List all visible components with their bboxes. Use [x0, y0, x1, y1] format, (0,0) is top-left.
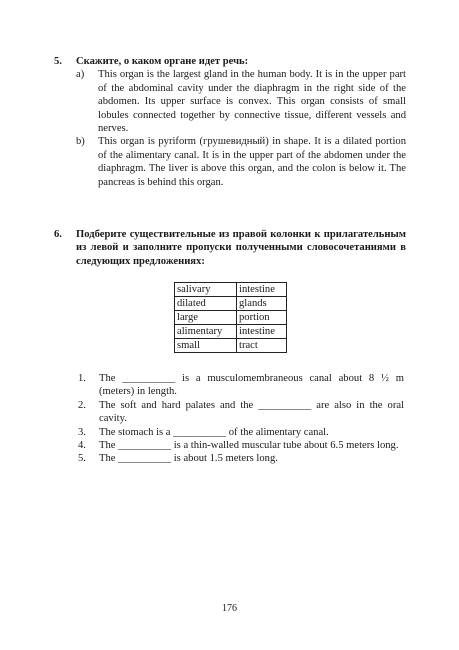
noun-cell: glands	[237, 297, 287, 311]
table-row	[175, 283, 287, 297]
sentence-list	[78, 372, 404, 466]
sentence-text: The stomach is a __________ of the alimentary canal.	[99, 426, 329, 438]
noun-cell: intestine	[237, 325, 287, 339]
sentence-3	[78, 426, 404, 439]
task-5-item-b	[76, 135, 406, 189]
sentence-4	[78, 439, 404, 452]
adjective-cell: salivary	[175, 283, 237, 297]
noun-cell: intestine	[237, 283, 287, 297]
adjective-cell: large	[175, 311, 237, 325]
task-5-heading-text: Скажите, о каком органе идет речь:	[76, 56, 249, 67]
sentence-number: 4.	[78, 440, 86, 452]
task-5-item-a	[76, 68, 406, 135]
sentence-number: 3.	[78, 426, 86, 438]
item-text: This organ is pyriform (грушевидный) in shape. It is a dilated portion of the alimentary canal. It is in the upper part of the abdomen under the diaphragm. The liver is above this organ, and the colon is below it. The pancreas is behind this organ.	[98, 136, 406, 188]
task-6	[54, 228, 406, 268]
sentence-number: 2.	[78, 399, 86, 411]
task-5-heading	[54, 55, 406, 68]
table-row	[175, 297, 287, 311]
noun-cell: tract	[237, 339, 287, 353]
task-6-heading	[54, 228, 406, 268]
sentence-text: The __________ is a thin-walled muscular tube about 6.5 meters long.	[99, 440, 399, 452]
item-letter: b)	[76, 136, 85, 148]
word-match-table	[174, 282, 287, 353]
adjective-cell: small	[175, 339, 237, 353]
table-row	[175, 311, 287, 325]
task-5	[54, 55, 406, 189]
sentence-number: 5.	[78, 453, 86, 465]
noun-cell: portion	[237, 311, 287, 325]
sentence-text: The __________ is a musculomembraneous canal about 8 ½ m (meters) in length.	[99, 373, 404, 398]
task-6-heading-text: Подберите существительные из правой колонки к прилагательным из левой и заполните пропуски полученными словосочетаниями в следующих предложениях:	[76, 229, 406, 267]
sentence-5	[78, 452, 404, 465]
sentence-text: The soft and hard palates and the __________ are also in the oral cavity.	[99, 399, 404, 425]
table-row	[175, 325, 287, 339]
adjective-cell: dilated	[175, 297, 237, 311]
adjective-cell: alimentary	[175, 325, 237, 339]
task-5-number: 5.	[54, 56, 62, 67]
sentence-2	[78, 399, 404, 426]
page-number: 176	[222, 603, 237, 614]
task-6-number: 6.	[54, 229, 62, 240]
item-letter: a)	[76, 69, 85, 81]
sentence-text: The __________ is about 1.5 meters long.	[99, 453, 278, 465]
sentence-1	[78, 372, 404, 399]
sentence-number: 1.	[78, 373, 86, 384]
table-row	[175, 339, 287, 353]
item-text: This organ is the largest gland in the human body. It is in the upper part of the abdominal cavity under the diaphragm in the right side of the abdomen. Its upper surface is convex. This organ consists of small lobules connected together by connective tissue, different vessels and nerves.	[98, 69, 406, 135]
